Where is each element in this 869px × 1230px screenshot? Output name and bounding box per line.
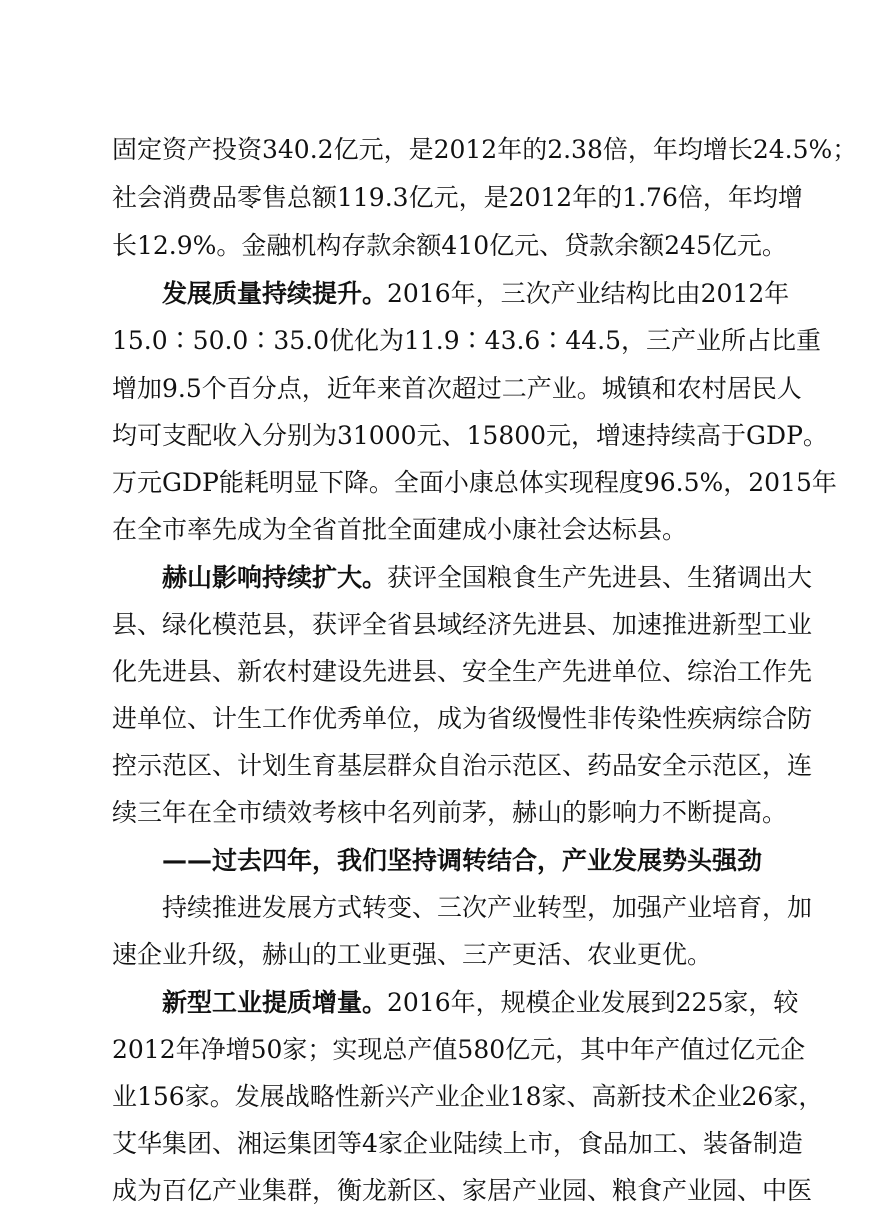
paragraph-heading: 新型工业提质增量。 xyxy=(162,988,388,1017)
paragraph-text: 获评全国粮食生产先进县、生猪调出大 xyxy=(387,563,813,592)
paragraph-line: 成为百亿产业集群，衡龙新区、家居产业园、粮食产业园、中医 xyxy=(112,1176,813,1205)
paragraph-line: 在全市率先成为全省首批全面建成小康社会达标县。 xyxy=(112,515,688,544)
paragraph-line: 15.0∶50.0∶35.0优化为11.9∶43.6∶44.5，三产业所占比重 xyxy=(112,326,821,355)
paragraph-line: 化先进县、新农村建设先进县、安全生产先进单位、综治工作先 xyxy=(112,657,813,686)
paragraph-line: 固定资产投资340.2亿元，是2012年的2.38倍，年均增长24.5%； xyxy=(112,135,858,164)
paragraph-line: 续三年在全市绩效考核中名列前茅，赫山的影响力不断提高。 xyxy=(112,798,788,827)
paragraph-line: 社会消费品零售总额119.3亿元，是2012年的1.76倍，年均增 xyxy=(112,183,803,212)
paragraph-line: 速企业升级，赫山的工业更强、三产更活、农业更优。 xyxy=(112,940,713,969)
paragraph-first-line: 持续推进发展方式转变、三次产业转型，加强产业培育，加 xyxy=(162,893,813,922)
paragraph-first-line xyxy=(112,276,790,311)
paragraph-line: 进单位、计生工作优秀单位，成为省级慢性非传染性疾病综合防 xyxy=(112,704,813,733)
paragraph-line: 万元GDP能耗明显下降。全面小康总体实现程度96.5%，2015年 xyxy=(112,468,837,497)
paragraph-line: 艾华集团、湘运集团等4家企业陆续上市，食品加工、装备制造 xyxy=(112,1129,803,1158)
paragraph-line: 2012年净增50家；实现总产值580亿元，其中年产值过亿元企 xyxy=(112,1035,806,1064)
paragraph-line: 业156家。发展战略性新兴产业企业18家、高新技术企业26家， xyxy=(112,1082,824,1111)
paragraph-first-line xyxy=(112,560,813,595)
paragraph-line: 均可支配收入分别为31000元、15800元，增速持续高于GDP。 xyxy=(112,421,828,450)
paragraph-text: 2016年，规模企业发展到225家，较 xyxy=(387,988,799,1017)
paragraph-heading: 赫山影响持续扩大。 xyxy=(162,563,388,592)
paragraph-line: 控示范区、计划生育基层群众自治示范区、药品安全示范区，连 xyxy=(112,751,813,780)
paragraph-text: 2016年，三次产业结构比由2012年 xyxy=(387,279,790,308)
section-heading: ——过去四年，我们坚持调转结合，产业发展势头强劲 xyxy=(162,846,763,875)
paragraph-line: 长12.9%。金融机构存款余额410亿元、贷款余额245亿元。 xyxy=(112,231,787,260)
paragraph-first-line xyxy=(112,985,799,1020)
paragraph-heading: 发展质量持续提升。 xyxy=(162,279,388,308)
paragraph-line: 县、绿化模范县，获评全省县域经济先进县、加速推进新型工业 xyxy=(112,610,813,639)
paragraph-line: 增加9.5个百分点，近年来首次超过二产业。城镇和农村居民人 xyxy=(112,374,802,403)
